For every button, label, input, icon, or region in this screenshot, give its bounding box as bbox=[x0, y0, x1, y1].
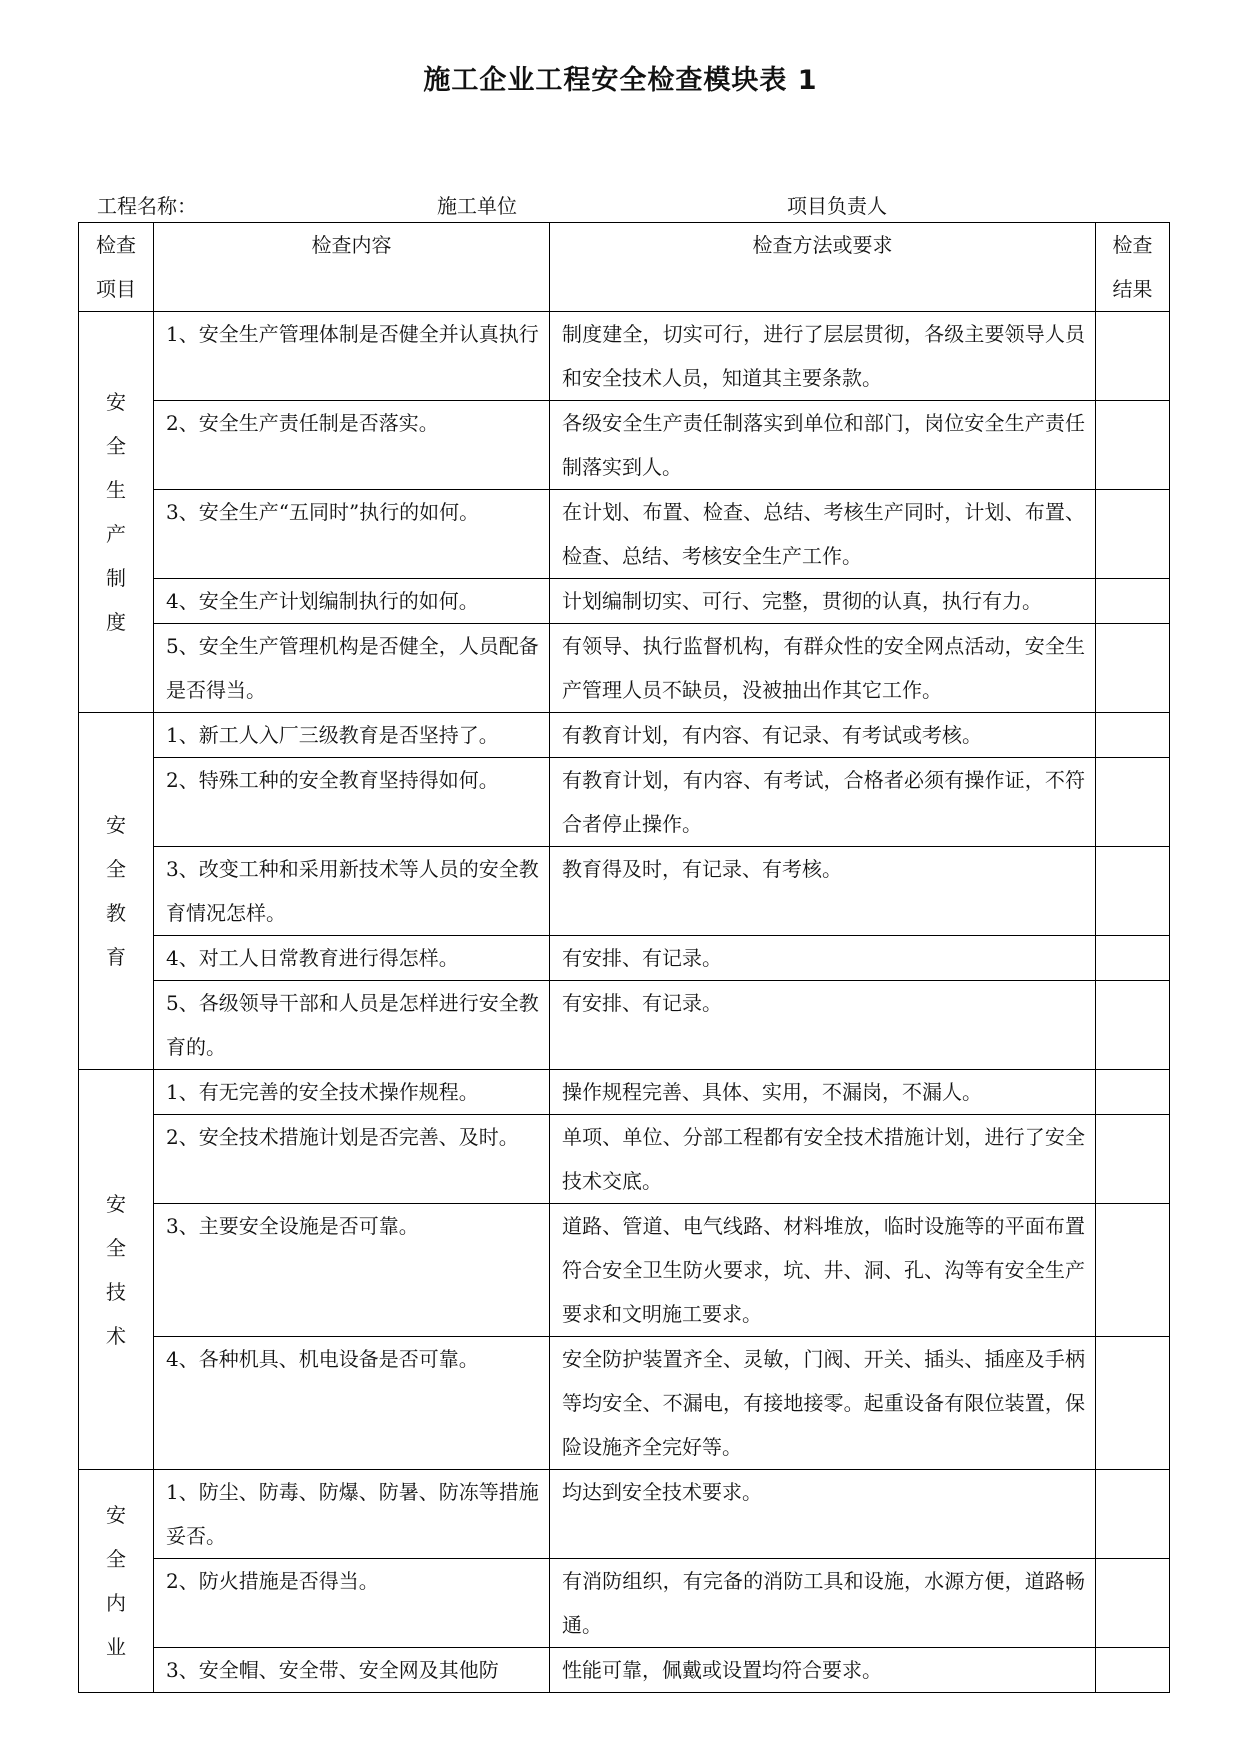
project-leader-label: 项目负责人 bbox=[787, 194, 887, 218]
check-content: 2、安全生产责任制是否落实。 bbox=[154, 401, 550, 490]
result-cell[interactable] bbox=[1096, 579, 1170, 624]
check-content: 2、防火措施是否得当。 bbox=[154, 1559, 550, 1648]
check-content: 3、安全帽、安全带、安全网及其他防 bbox=[154, 1648, 550, 1693]
check-method: 有教育计划，有内容、有记录、有考试或考核。 bbox=[550, 713, 1096, 758]
check-method: 有教育计划，有内容、有考试，合格者必须有操作证，不符合者停止操作。 bbox=[550, 758, 1096, 847]
check-content: 4、各种机具、机电设备是否可靠。 bbox=[154, 1337, 550, 1470]
result-cell[interactable] bbox=[1096, 1559, 1170, 1648]
result-cell[interactable] bbox=[1096, 312, 1170, 401]
table-row bbox=[79, 401, 1170, 490]
section-label: 安全内业 bbox=[79, 1470, 154, 1693]
result-cell[interactable] bbox=[1096, 1115, 1170, 1204]
result-cell[interactable] bbox=[1096, 981, 1170, 1070]
col-header-result: 检查结果 bbox=[1096, 223, 1170, 312]
check-method: 性能可靠，佩戴或设置均符合要求。 bbox=[550, 1648, 1096, 1693]
check-content: 2、特殊工种的安全教育坚持得如何。 bbox=[154, 758, 550, 847]
table-row bbox=[79, 981, 1170, 1070]
check-content: 3、改变工种和采用新技术等人员的安全教育情况怎样。 bbox=[154, 847, 550, 936]
check-content: 5、安全生产管理机构是否健全，人员配备是否得当。 bbox=[154, 624, 550, 713]
table-row bbox=[79, 312, 1170, 401]
table-row bbox=[79, 1559, 1170, 1648]
check-content: 1、安全生产管理体制是否健全并认真执行 bbox=[154, 312, 550, 401]
check-method: 有安排、有记录。 bbox=[550, 936, 1096, 981]
result-cell[interactable] bbox=[1096, 758, 1170, 847]
result-cell[interactable] bbox=[1096, 713, 1170, 758]
result-cell[interactable] bbox=[1096, 1337, 1170, 1470]
check-method: 各级安全生产责任制落实到单位和部门，岗位安全生产责任制落实到人。 bbox=[550, 401, 1096, 490]
result-cell[interactable] bbox=[1096, 1648, 1170, 1693]
check-content: 4、对工人日常教育进行得怎样。 bbox=[154, 936, 550, 981]
table-row bbox=[79, 1070, 1170, 1115]
table-row bbox=[79, 758, 1170, 847]
table-row bbox=[79, 1470, 1170, 1559]
check-method: 单项、单位、分部工程都有安全技术措施计划，进行了安全技术交底。 bbox=[550, 1115, 1096, 1204]
check-method: 计划编制切实、可行、完整，贯彻的认真，执行有力。 bbox=[550, 579, 1096, 624]
section-label: 安全生产制度 bbox=[79, 312, 154, 713]
check-method: 均达到安全技术要求。 bbox=[550, 1470, 1096, 1559]
table-row bbox=[79, 936, 1170, 981]
check-method: 有领导、执行监督机构，有群众性的安全网点活动，安全生产管理人员不缺员，没被抽出作其它工作。 bbox=[550, 624, 1096, 713]
table-row bbox=[79, 624, 1170, 713]
check-content: 5、各级领导干部和人员是怎样进行安全教育的。 bbox=[154, 981, 550, 1070]
check-content: 1、新工人入厂三级教育是否坚持了。 bbox=[154, 713, 550, 758]
check-method: 有安排、有记录。 bbox=[550, 981, 1096, 1070]
check-method: 有消防组织，有完备的消防工具和设施，水源方便，道路畅通。 bbox=[550, 1559, 1096, 1648]
check-method: 安全防护装置齐全、灵敏，门阀、开关、插头、插座及手柄等均安全、不漏电，有接地接零。起重设备有限位装置，保险设施齐全完好等。 bbox=[550, 1337, 1096, 1470]
construction-unit-label: 施工单位 bbox=[437, 194, 517, 218]
check-content: 3、安全生产“五同时”执行的如何。 bbox=[154, 490, 550, 579]
result-cell[interactable] bbox=[1096, 401, 1170, 490]
section-label: 安全技术 bbox=[79, 1070, 154, 1470]
check-content: 3、主要安全设施是否可靠。 bbox=[154, 1204, 550, 1337]
check-method: 教育得及时，有记录、有考核。 bbox=[550, 847, 1096, 936]
table-row bbox=[79, 1648, 1170, 1693]
check-method: 道路、管道、电气线路、材料堆放，临时设施等的平面布置符合安全卫生防火要求，坑、井、洞、孔、沟等有安全生产要求和文明施工要求。 bbox=[550, 1204, 1096, 1337]
table-header-row bbox=[79, 223, 1170, 312]
check-content: 2、安全技术措施计划是否完善、及时。 bbox=[154, 1115, 550, 1204]
inspection-table bbox=[78, 222, 1170, 1693]
result-cell[interactable] bbox=[1096, 624, 1170, 713]
result-cell[interactable] bbox=[1096, 1470, 1170, 1559]
table-row bbox=[79, 1204, 1170, 1337]
table-row bbox=[79, 1337, 1170, 1470]
project-name-label: 工程名称： bbox=[97, 194, 197, 218]
result-cell[interactable] bbox=[1096, 490, 1170, 579]
table-row bbox=[79, 847, 1170, 936]
result-cell[interactable] bbox=[1096, 847, 1170, 936]
page-title: 施工企业工程安全检查模块表 1 bbox=[423, 65, 818, 96]
result-cell[interactable] bbox=[1096, 1204, 1170, 1337]
result-cell[interactable] bbox=[1096, 936, 1170, 981]
result-cell[interactable] bbox=[1096, 1070, 1170, 1115]
col-header-method: 检查方法或要求 bbox=[550, 223, 1096, 312]
col-header-content: 检查内容 bbox=[154, 223, 550, 312]
check-content: 4、安全生产计划编制执行的如何。 bbox=[154, 579, 550, 624]
check-content: 1、防尘、防毒、防爆、防暑、防冻等措施妥否。 bbox=[154, 1470, 550, 1559]
check-method: 操作规程完善、具体、实用，不漏岗，不漏人。 bbox=[550, 1070, 1096, 1115]
section-label: 安全教育 bbox=[79, 713, 154, 1070]
check-method: 在计划、布置、检查、总结、考核生产同时，计划、布置、检查、总结、考核安全生产工作。 bbox=[550, 490, 1096, 579]
table-row bbox=[79, 713, 1170, 758]
table-row bbox=[79, 490, 1170, 579]
table-row bbox=[79, 579, 1170, 624]
check-content: 1、有无完善的安全技术操作规程。 bbox=[154, 1070, 550, 1115]
check-method: 制度建全，切实可行，进行了层层贯彻，各级主要领导人员和安全技术人员，知道其主要条款。 bbox=[550, 312, 1096, 401]
table-row bbox=[79, 1115, 1170, 1204]
col-header-item: 检查项目 bbox=[79, 223, 154, 312]
